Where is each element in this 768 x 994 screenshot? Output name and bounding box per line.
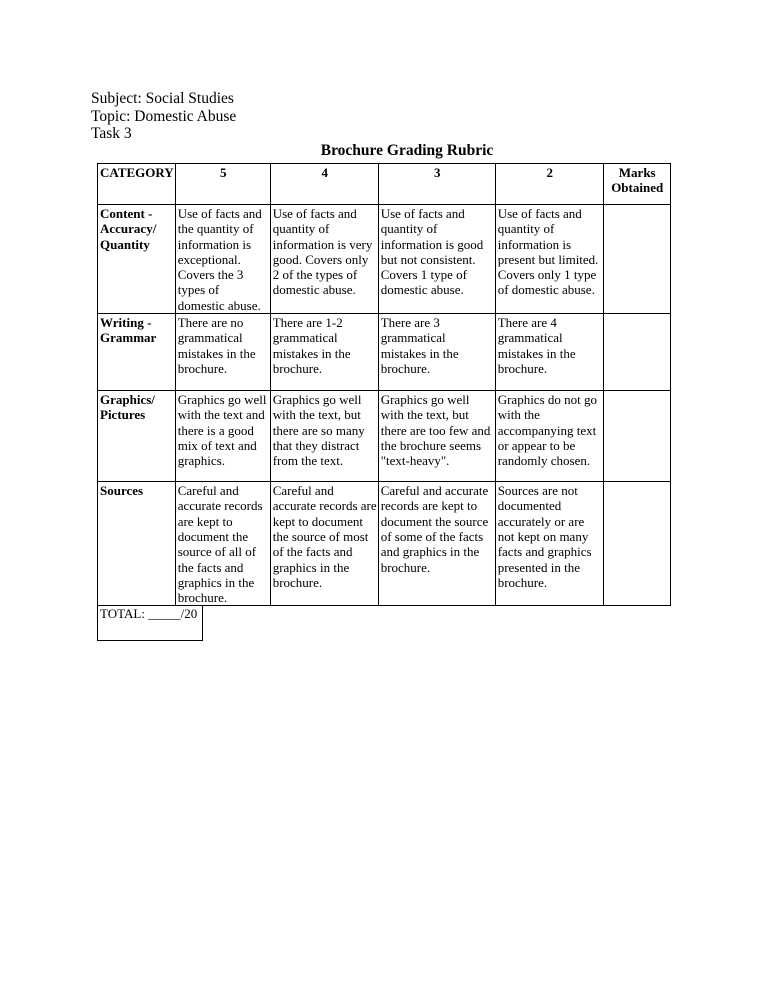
marks-cell[interactable] (603, 205, 670, 314)
task-line: Task 3 (91, 125, 132, 142)
criteria-cell: Use of facts and the quantity of information is exceptional. Covers the 3 types of domestic abuse. (175, 205, 270, 314)
criteria-cell: Use of facts and quantity of information is present but limited. Covers only 1 type of domestic abuse. (495, 205, 603, 314)
criteria-cell: Graphics do not go with the accompanying text or appear to be randomly chosen. (495, 391, 603, 482)
criteria-cell: Graphics go well with the text, but there are so many that they distract from the text. (270, 391, 378, 482)
rubric-title: Brochure Grading Rubric (320, 142, 494, 159)
document-header (91, 90, 236, 143)
column-header-2: 2 (495, 164, 603, 205)
criteria-cell: Careful and accurate records are kept to document the source of most of the facts and graphics in the brochure. (270, 482, 378, 606)
marks-cell[interactable] (603, 482, 670, 606)
criteria-cell: Graphics go well with the text, but there are too few and the brochure seems "text-heavy". (378, 391, 495, 482)
column-header-category: CATEGORY (98, 164, 176, 205)
criteria-cell: Use of facts and quantity of information is good but not consistent. Covers 1 type of domestic abuse. (378, 205, 495, 314)
subject-line: Subject: Social Studies (91, 90, 234, 107)
column-header-5: 5 (175, 164, 270, 205)
category-cell: Graphics/ Pictures (98, 391, 176, 482)
marks-cell[interactable] (603, 314, 670, 391)
criteria-cell: Use of facts and quantity of information is very good. Covers only 2 of the types of domestic abuse. (270, 205, 378, 314)
criteria-cell: There are 1-2 grammatical mistakes in the brochure. (270, 314, 378, 391)
header-row (98, 164, 671, 205)
criteria-cell: There are 3 grammatical mistakes in the brochure. (378, 314, 495, 391)
category-cell: Writing - Grammar (98, 314, 176, 391)
rubric-table (97, 163, 671, 606)
table-row (98, 314, 671, 391)
column-header-marks: Marks Obtained (603, 164, 670, 205)
category-cell: Sources (98, 482, 176, 606)
table-row (98, 482, 671, 606)
criteria-cell: Sources are not documented accurately or are not kept on many facts and graphics presented in the brochure. (495, 482, 603, 606)
criteria-cell: Careful and accurate records are kept to document the source of some of the facts and graphics in the brochure. (378, 482, 495, 606)
criteria-cell: There are 4 grammatical mistakes in the brochure. (495, 314, 603, 391)
table-row (98, 391, 671, 482)
table-row (98, 205, 671, 314)
category-cell: Content - Accuracy/ Quantity (98, 205, 176, 314)
topic-line: Topic: Domestic Abuse (91, 107, 237, 125)
marks-cell[interactable] (603, 391, 670, 482)
total-box[interactable]: TOTAL: _____/20 (97, 606, 203, 641)
criteria-cell: Graphics go well with the text and there is a good mix of text and graphics. (175, 391, 270, 482)
column-header-3: 3 (378, 164, 495, 205)
column-header-4: 4 (270, 164, 378, 205)
criteria-cell: Careful and accurate records are kept to document the source of all of the facts and graphics in the brochure. (175, 482, 270, 606)
criteria-cell: There are no grammatical mistakes in the brochure. (175, 314, 270, 391)
